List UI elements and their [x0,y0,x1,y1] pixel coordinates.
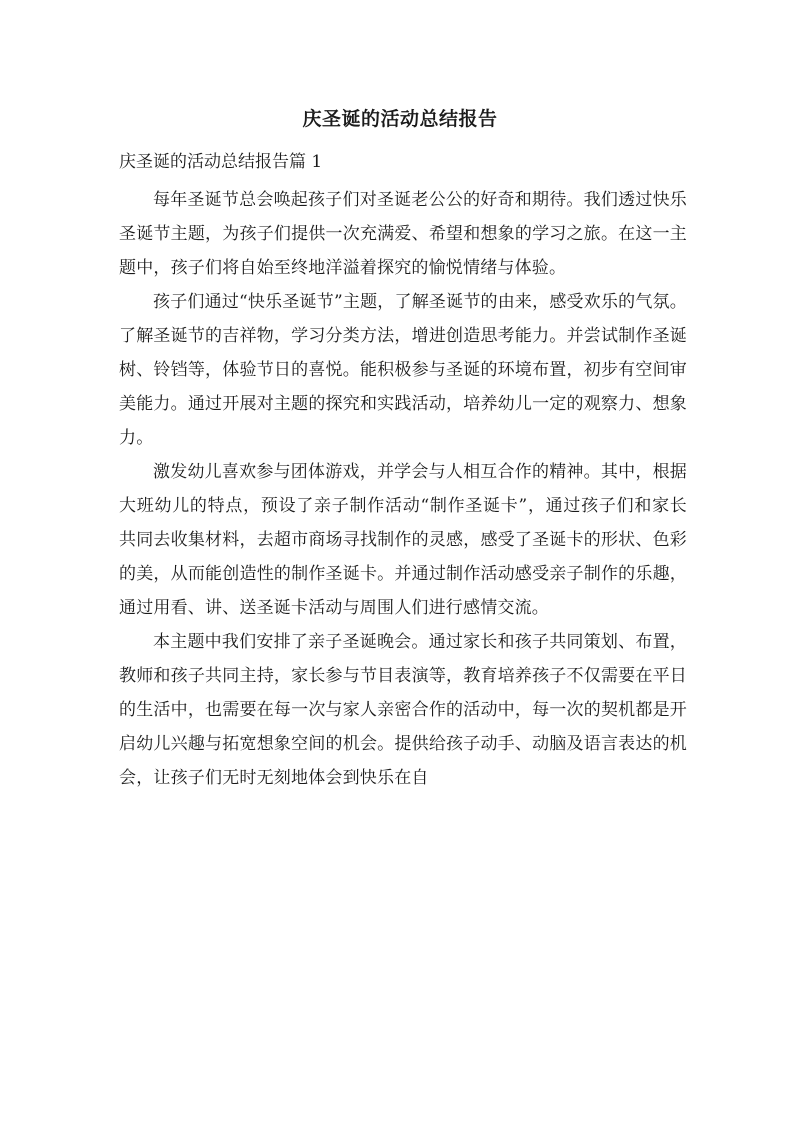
paragraph-2: 孩子们通过“快乐圣诞节”主题，了解圣诞节的由来，感受欢乐的气氛。了解圣诞节的吉祥物，学习分类方法，增进创造思考能力。并尝试制作圣诞树、铃铛等，体验节日的喜悦。能积极参与圣诞的环境布置，初步有空间审美能力。通过开展对主题的探究和实践活动，培养幼儿一定的观察力、想象力。 [119,292,687,448]
paragraph-3: 激发幼儿喜欢参与团体游戏，并学会与人相互合作的精神。其中，根据大班幼儿的特点，预设了亲子制作活动“制作圣诞卡”，通过孩子们和家长共同去收集材料，去超市商场寻找制作的灵感，感受了圣诞卡的形状、色彩的美，从而能创造性的制作圣诞卡。并通过制作活动感受亲子制作的乐趣，通过用看、讲、送圣诞卡活动与周围人们进行感情交流。 [119,462,687,618]
paragraph-1: 每年圣诞节总会唤起孩子们对圣诞老公公的好奇和期待。我们透过快乐圣诞节主题，为孩子们提供一次充满爱、希望和想象的学习之旅。在这一主题中，孩子们将自始至终地洋溢着探究的愉悦情绪与体验。 [119,190,687,278]
section-heading: 庆圣诞的活动总结报告篇 1 [119,152,323,172]
paragraph-4: 本主题中我们安排了亲子圣诞晚会。通过家长和孩子共同策划、布置，教师和孩子共同主持，家长参与节目表演等，教育培养孩子不仅需要在平日的生活中，也需要在每一次与家人亲密合作的活动中，每一次的契机都是开启幼儿兴趣与拓宽想象空间的机会。提供给孩子动手、动脑及语言表达的机会，让孩子们无时无刻地体会到快乐在自 [119,632,687,788]
document-body [119,183,687,795]
document-title: 庆圣诞的活动总结报告 [302,108,498,130]
